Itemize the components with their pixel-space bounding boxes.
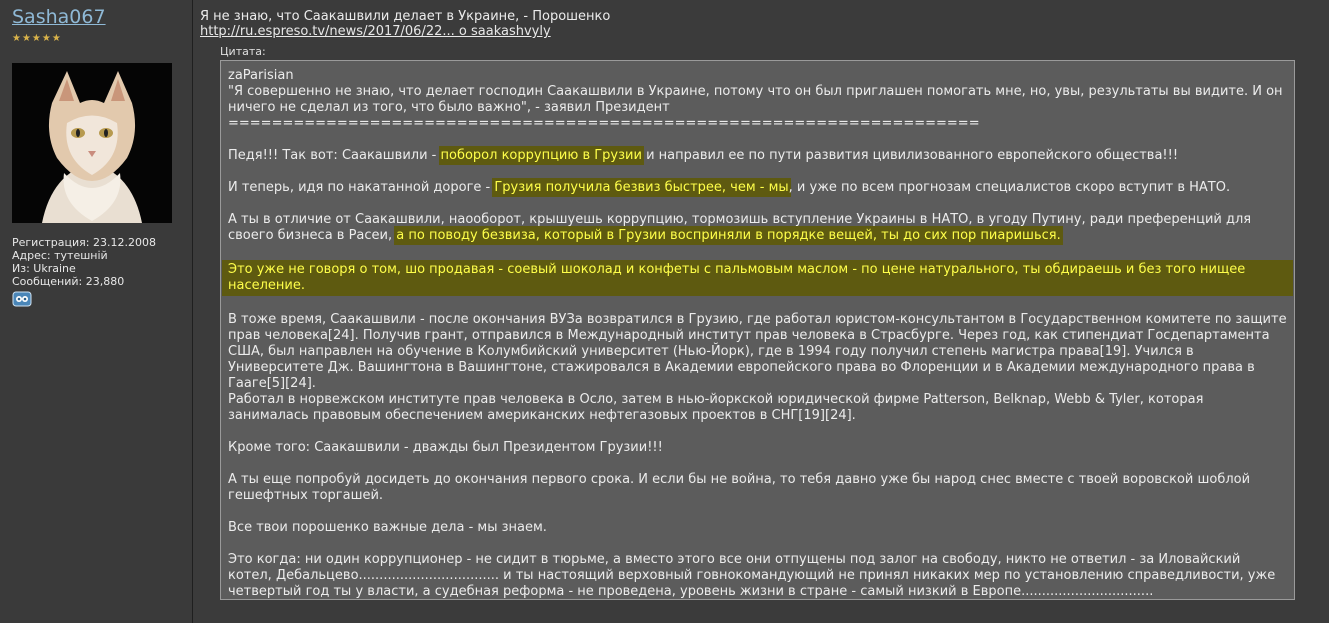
highlight-3: а по поводу безвиза, который в Грузии восприняли в порядке вещей, ты до сих пор пиаришься.	[396, 228, 1061, 243]
highlight-1: поборол коррупцию в Грузии	[440, 148, 642, 163]
paragraph-9: Все твои порошенко важные дела - мы знаем.	[228, 520, 547, 535]
post-title: Я не знаю, что Саакашвили делает в Украине, - Порошенко	[200, 9, 611, 24]
paragraph-6: Работал в норвежском институте прав человека в Осло, затем в нью-йоркской юридической фирме Patterson, Belknap, Webb & Tyler, которая занималась правовым обеспечением американских нефтегазовых проектов в СНГ[19][24].	[228, 392, 1204, 423]
paragraph-1-text-b: и направил ее по пути развития цивилизованного европейского общества!!!	[641, 148, 1179, 163]
paragraph-10: Это когда: ни один коррупционер - не сидит в тюрьме, а вместо этого все они отпущены под залог на свободу, никто не ответил - за Иловайский котел, Дебальцево.................................. и ты настоящий верховный говнокомандующий не принял никаких мер по установлению справедливости, уже четвертый год ты у власти, а судебная реформа - не проведена, уровень жизни в стране - самый низкий в Европе................................	[228, 552, 1276, 599]
quote-label: Цитата:	[220, 45, 266, 58]
paragraph-1-text-a: Педя!!! Так вот: Саакашвили -	[228, 148, 441, 163]
paragraph-5: В тоже время, Саакашвили - после окончания ВУЗа возвратился в Грузию, где работал юристом-консультантом в Государственном комитете по защите прав человека[24]. Получив грант, отправился в Международный институт прав человека в Страсбурге. Через год, как стипендиат Госдепартамента США, был направлен на обучение в Колумбийский университет (Нью-Йорк), где в 1994 году получил степень магистра права[19]. Учился в Университете Дж. Вашингтона в Вашингтоне, стажировался в Академии европейского права во Флоренции и в Академии международного права в Гааге[5][24].	[228, 312, 1287, 391]
paragraph-2-text-b: , и уже по всем прогнозам специалистов скоро вступит в НАТО.	[788, 180, 1231, 195]
highlight-4	[222, 260, 1293, 296]
source-link[interactable]: http://ru.espreso.tv/news/2017/06/22... o saakashvyly	[200, 24, 551, 39]
paragraph-1	[228, 148, 1287, 164]
post-body	[193, 0, 1329, 623]
private-message-icon[interactable]	[12, 291, 32, 311]
paragraph-3	[228, 212, 1287, 244]
paragraph-2-text-a: И теперь, идя по накатанной дороге -	[228, 180, 495, 195]
paragraph-3-text-a: А ты в отличие от Саакашвили, наооборот, крышуешь коррупцию, тормозишь вступление Украины в НАТО, в угоду Путину, ради преференций для своего бизнеса в Расеи,	[228, 212, 1252, 243]
highlight-2: Грузия получила безвиз быстрее, чем - мы	[494, 180, 789, 195]
quote-author: zaParisian	[228, 68, 294, 83]
avatar-image	[12, 63, 172, 223]
user-location: Из: Ukraine	[12, 262, 76, 275]
rating-stars: ★★★★★	[12, 33, 62, 44]
paragraph-8: А ты еще попробуй досидеть до окончания первого срока. И если бы не война, то тебя давно уже бы народ снес вместе с твоей воровской шоблой гешефтных торгашей.	[228, 472, 1251, 503]
user-address: Адрес: тутешній	[12, 249, 108, 262]
paragraph-2	[228, 180, 1287, 196]
quote-intro: "Я совершенно не знаю, что делает господин Саакашвили в Украине, потому что он был приглашен помогать мне, но, увы, результаты вы видите. И он ничего не сделал из того, что было важно", - заявил Президент	[228, 84, 1283, 115]
user-meta	[12, 236, 156, 288]
paragraph-7: Кроме того: Саакашвили - дважды был Президентом Грузии!!!	[228, 440, 663, 455]
quote-separator: =====================================================================	[228, 116, 980, 131]
user-sidebar	[0, 0, 193, 623]
quote-block	[220, 60, 1295, 600]
registration-date: Регистрация: 23.12.2008	[12, 236, 156, 249]
cat-avatar-image[interactable]	[12, 63, 172, 223]
highlight-4-text: Это уже не говоря о том, шо продавая - соевый шоколад и конфеты с пальмовым маслом - по цене натурального, ты обдираешь и без того нищее население.	[228, 262, 1246, 293]
message-count: Сообщений: 23,880	[12, 275, 125, 288]
username-link[interactable]: Sasha067	[12, 6, 106, 28]
